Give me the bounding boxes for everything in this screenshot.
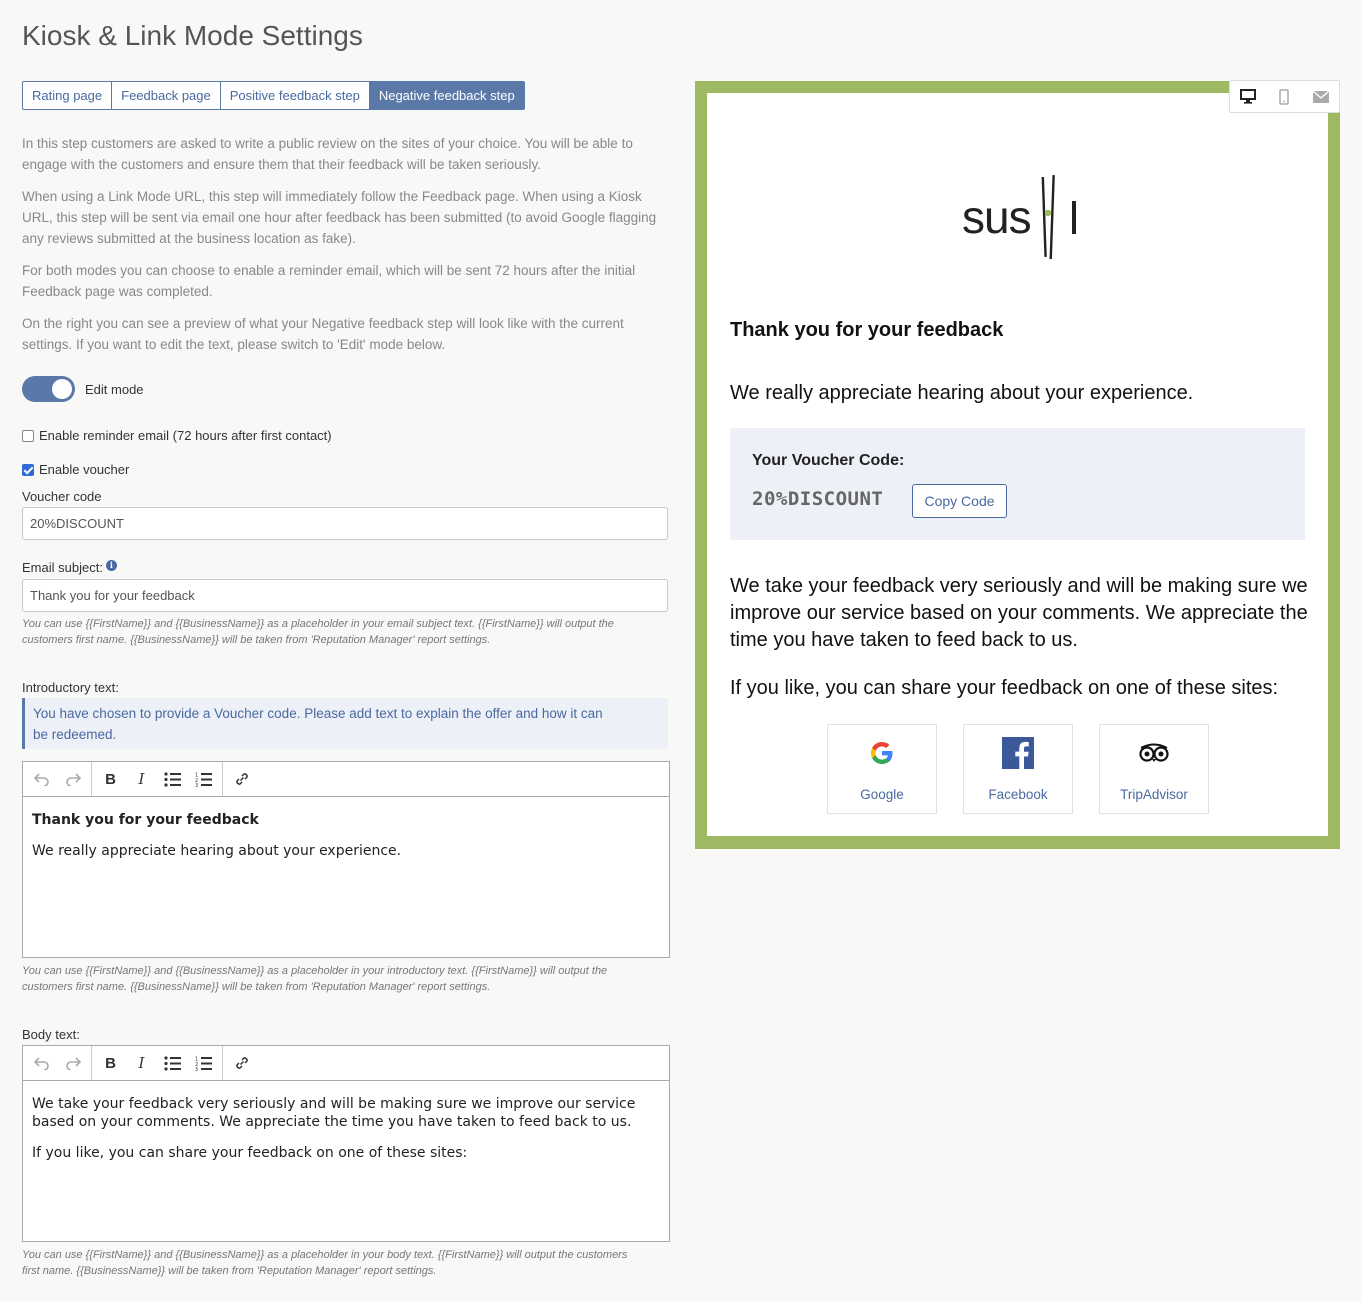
voucher-code-label: Voucher code — [22, 489, 102, 504]
site-facebook-button[interactable] — [963, 724, 1073, 814]
editor-heading: Thank you for your feedback — [32, 812, 259, 828]
intro-paragraph-4: On the right you can see a preview of what your Negative feedback step will look like with the current settings. If you want to edit the text, please switch to 'Edit' mode below. — [22, 316, 624, 352]
numbered-list-icon[interactable] — [188, 762, 219, 796]
intro-paragraph-2: When using a Link Mode URL, this step will immediately follow the Feedback page. When using a Kiosk URL, this step will be sent via email one hour after feedback has been submitted (to avoid Google flagging any reviews submitted at the business location as fake). — [22, 189, 657, 246]
bullet-list-icon[interactable] — [157, 762, 188, 796]
email-subject-label-text: Email subject: — [22, 560, 103, 575]
editor-body-line-2: based on your comments. We appreciate the time you have taken to feed back to us. — [32, 1114, 632, 1130]
desktop-icon[interactable] — [1230, 81, 1266, 112]
italic-icon[interactable]: I — [138, 770, 145, 788]
undo-icon[interactable] — [26, 762, 57, 796]
preview-heading: Thank you for your feedback — [730, 319, 1004, 341]
voucher-callout-line-1: You have chosen to provide a Voucher code. Please add text to explain the offer and how it can — [33, 706, 603, 721]
bold-icon[interactable]: B — [105, 770, 116, 788]
edit-mode-label: Edit mode — [85, 381, 144, 397]
preview-body-line-3: time you have taken to feed back to us. — [730, 629, 1078, 651]
tripadvisor-icon — [1138, 737, 1170, 769]
copy-code-button[interactable]: Copy Code — [912, 484, 1007, 518]
mobile-icon[interactable] — [1266, 81, 1302, 112]
email-subject-input[interactable]: Thank you for your feedback — [22, 579, 668, 612]
editor-body-line-1: We take your feedback very seriously and will be making sure we improve our service — [32, 1096, 636, 1112]
email-subject-hint — [22, 616, 672, 648]
bullet-list-icon[interactable] — [157, 1046, 188, 1080]
voucher-code-heading: Your Voucher Code: — [752, 452, 905, 469]
editor-body-share: If you like, you can share your feedback on one of these sites: — [32, 1145, 468, 1161]
bold-icon[interactable]: B — [105, 1054, 116, 1072]
preview-frame — [695, 81, 1340, 849]
link-icon[interactable] — [226, 1046, 257, 1080]
site-tripadvisor-label: TripAdvisor — [1120, 787, 1188, 802]
site-google-label: Google — [860, 787, 904, 802]
site-tripadvisor-button[interactable] — [1099, 724, 1209, 814]
body-text-editor — [22, 1045, 670, 1242]
voucher-code-value: 20%DISCOUNT — [752, 488, 884, 510]
introductory-text-label: Introductory text: — [22, 680, 119, 695]
numbered-list-icon[interactable] — [188, 1046, 219, 1080]
reminder-label: Enable reminder email (72 hours after first contact) — [39, 428, 332, 443]
introductory-text-editor — [22, 761, 670, 958]
italic-icon[interactable]: I — [138, 1054, 145, 1072]
voucher-code-input[interactable]: 20%DISCOUNT — [22, 507, 668, 540]
preview-body-line-1: We take your feedback very seriously and will be making sure we — [730, 575, 1308, 597]
email-subject-label — [22, 560, 117, 575]
email-icon[interactable] — [1303, 81, 1339, 112]
body-text-label: Body text: — [22, 1027, 80, 1042]
voucher-row — [22, 462, 129, 477]
email-subject-hint-line-2: customers first name. {{BusinessName}} will be taken from 'Reputation Manager' report settings. — [22, 634, 491, 646]
email-subject-hint-line-1: You can use {{FirstName}} and {{BusinessName}} as a placeholder in your email subject text. {{FirstName}} will output the — [22, 618, 614, 630]
editor-toolbar — [23, 1046, 669, 1081]
facebook-icon — [1002, 737, 1034, 769]
page-title: Kiosk & Link Mode Settings — [22, 20, 363, 51]
edit-mode-row — [22, 376, 144, 402]
voucher-box — [730, 428, 1305, 540]
intro-paragraph-3: For both modes you can choose to enable a reminder email, which will be sent 72 hours after the initial Feedback page was completed. — [22, 263, 636, 299]
link-icon[interactable] — [226, 762, 257, 796]
introductory-hint-line-1: You can use {{FirstName}} and {{BusinessName}} as a placeholder in your introductory text. {{FirstName}} will output the — [22, 965, 608, 977]
review-sites — [827, 724, 1235, 814]
preview-body — [730, 573, 1310, 654]
redo-icon[interactable] — [57, 762, 88, 796]
preview-share-text: If you like, you can share your feedback on one of these sites: — [730, 677, 1279, 699]
intro-paragraph-1: In this step customers are asked to write a public review on the sites of your choice. You will be able to engage with the customers and ensure them that their feedback will be taken seriously. — [22, 136, 633, 172]
body-hint-line-2: first name. {{BusinessName}} will be taken from 'Reputation Manager' report settings. — [22, 1265, 437, 1277]
edit-mode-toggle[interactable] — [22, 376, 75, 402]
site-google-button[interactable] — [827, 724, 937, 814]
svg-text:3: 3 — [195, 1066, 199, 1071]
voucher-checkbox[interactable] — [22, 464, 34, 476]
voucher-callout-line-2: be redeemed. — [33, 727, 117, 742]
svg-text:3: 3 — [195, 782, 199, 787]
svg-text:2: 2 — [195, 777, 199, 784]
preview-body-line-2: improve our service based on your comments. We appreciate the — [730, 602, 1308, 624]
tab-feedback-page[interactable]: Feedback page — [112, 81, 221, 110]
preview-intro: We really appreciate hearing about your experience. — [730, 382, 1194, 404]
voucher-callout — [22, 698, 668, 749]
body-text-hint — [22, 1247, 672, 1279]
introductory-text-hint — [22, 963, 672, 995]
reminder-row — [22, 428, 332, 443]
tab-rating-page[interactable]: Rating page — [22, 81, 112, 110]
toggle-knob — [52, 379, 72, 399]
voucher-label: Enable voucher — [39, 462, 130, 477]
svg-text:1: 1 — [195, 772, 199, 778]
reminder-checkbox[interactable] — [22, 430, 34, 442]
site-facebook-label: Facebook — [988, 787, 1048, 802]
preview-device-switcher — [1229, 80, 1340, 113]
redo-icon[interactable] — [57, 1046, 88, 1080]
svg-text:1: 1 — [195, 1056, 199, 1062]
editor-body-paragraph — [32, 1095, 660, 1131]
tab-negative-feedback-step[interactable]: Negative feedback step — [370, 81, 525, 110]
undo-icon[interactable] — [26, 1046, 57, 1080]
introductory-text-content[interactable] — [23, 797, 669, 887]
sushi-logo — [962, 171, 1082, 261]
info-icon[interactable]: i — [106, 560, 117, 571]
editor-intro-text: We really appreciate hearing about your experience. — [32, 843, 402, 859]
step-tabs — [22, 81, 525, 110]
tab-positive-feedback-step[interactable]: Positive feedback step — [221, 81, 370, 110]
editor-toolbar — [23, 762, 669, 797]
svg-text:2: 2 — [195, 1061, 199, 1068]
introductory-hint-line-2: customers first name. {{BusinessName}} will be taken from 'Reputation Manager' report settings. — [22, 981, 491, 993]
svg-text:sus: sus — [962, 191, 1031, 243]
body-hint-line-1: You can use {{FirstName}} and {{BusinessName}} as a placeholder in your body text. {{FirstName}} will output the customers — [22, 1249, 628, 1261]
body-text-content[interactable] — [23, 1081, 669, 1189]
google-icon — [869, 737, 895, 769]
preview-card — [707, 93, 1328, 836]
